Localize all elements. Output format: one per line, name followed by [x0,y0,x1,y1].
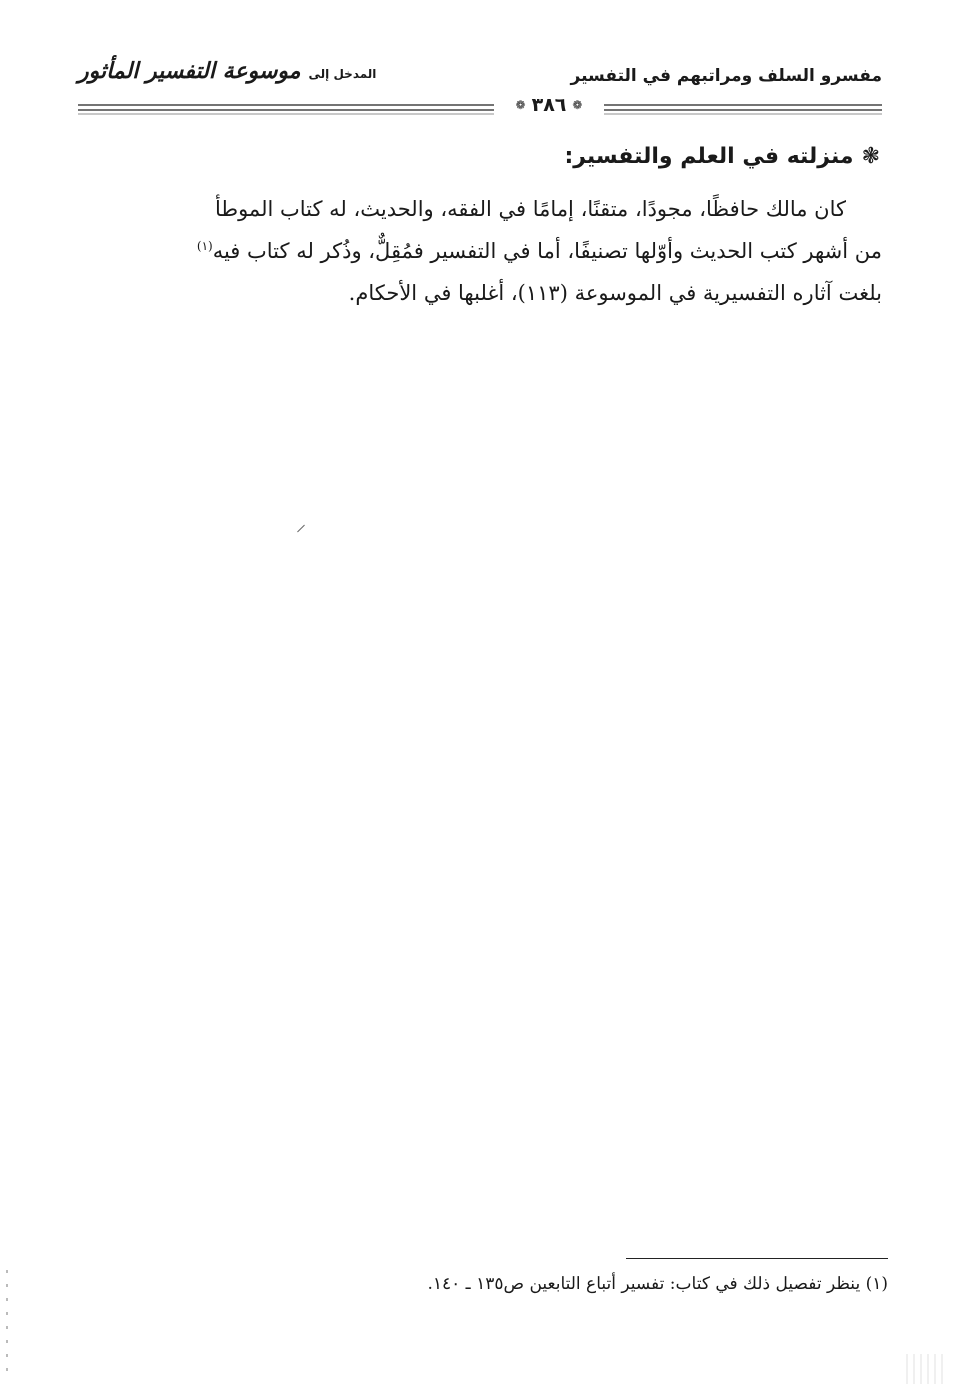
running-title: مفسرو السلف ومراتبهم في التفسير [570,66,882,86]
ornament-right-icon: ❁ [572,98,583,112]
page-number: ٣٨٦ [531,94,567,116]
paragraph-line: من أشهر كتب الحديث وأوّلها تصنيفًا، أما في التفسير فمُقِلٌّ، وذُكر له كتاب فيه$^{(١)}$ [196,239,882,263]
section-title: منزلته في العلم والتفسير: [564,144,854,169]
book-title-logo [78,58,376,84]
ornament-left-icon: ❁ [515,98,526,112]
paragraph-line: بلغت آثاره التفسيرية في الموسوعة (١١٣)، أغلبها في الأحكام. [348,281,882,305]
book-title-calligraphy: موسوعة التفسير المأثور [78,58,301,84]
page-number-box [494,92,604,118]
scan-speck [297,525,305,533]
body-paragraph [78,188,882,314]
book-title-lead: المدخل إلى [308,67,377,81]
section-heading [564,144,880,169]
scan-margin-marks [6,1270,8,1380]
double-rule-lines [78,92,882,118]
footnote-separator [626,1258,888,1259]
footnote-text: (١) ينظر تفصيل ذلك في كتاب: تفسير أتباع التابعين ص١٣٥ ـ ١٤٠. [427,1274,888,1294]
footnote-reference[interactable]: (١) [196,239,213,253]
flower-bullet-icon: ❃ [861,143,880,169]
header-rule [78,92,882,118]
paragraph-line: كان مالك حافظًا، مجودًا، متقنًا، إمامًا في الفقه، والحديث، له كتاب الموطأ [214,197,846,221]
scan-corner-noise [906,1354,946,1384]
